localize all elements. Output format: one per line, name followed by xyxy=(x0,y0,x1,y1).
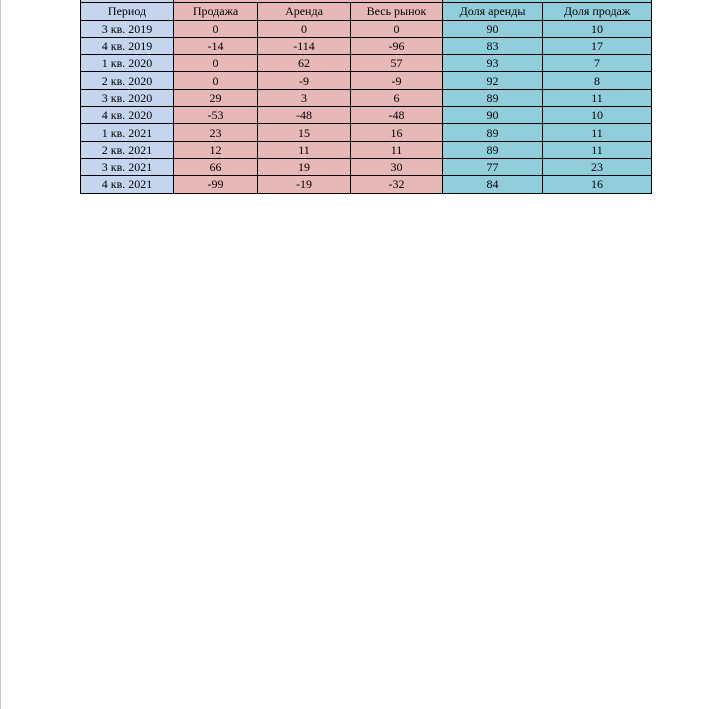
cell-sale-share: 11 xyxy=(543,141,652,158)
cell-market: 6 xyxy=(351,89,443,106)
cell-sale-share: 10 xyxy=(543,107,652,124)
cell-period: 1 кв. 2021 xyxy=(81,124,174,141)
cell-rent: -19 xyxy=(258,176,351,193)
cell-rent-share: 77 xyxy=(443,158,543,175)
cell-rent-share: 93 xyxy=(443,55,543,72)
cell-market: -9 xyxy=(351,72,443,89)
cell-rent: 19 xyxy=(258,158,351,175)
cell-sale: 0 xyxy=(174,20,258,37)
cell-sale-share: 10 xyxy=(543,20,652,37)
cell-period: 3 кв. 2020 xyxy=(81,89,174,106)
cell-rent: -9 xyxy=(258,72,351,89)
cell-market: 11 xyxy=(351,141,443,158)
table-row xyxy=(81,89,652,106)
cell-rent-share: 89 xyxy=(443,124,543,141)
column-header-sale: Продажа xyxy=(174,3,258,20)
table-row xyxy=(81,72,652,89)
cell-rent: 15 xyxy=(258,124,351,141)
column-header-market: Весь рынок xyxy=(351,3,443,20)
table-header-row xyxy=(81,3,652,20)
page-left-edge xyxy=(0,0,1,709)
column-header-sale-share: Доля продаж xyxy=(543,3,652,20)
cell-sale: 0 xyxy=(174,72,258,89)
cell-sale: 0 xyxy=(174,55,258,72)
cell-period: 4 кв. 2019 xyxy=(81,37,174,54)
table-row xyxy=(81,20,652,37)
cell-sale-share: 7 xyxy=(543,55,652,72)
table-body xyxy=(81,20,652,193)
table-row xyxy=(81,107,652,124)
cell-rent-share: 83 xyxy=(443,37,543,54)
cell-sale-share: 16 xyxy=(543,176,652,193)
table-row xyxy=(81,55,652,72)
cell-rent: 0 xyxy=(258,20,351,37)
table-row xyxy=(81,176,652,193)
cell-market: -32 xyxy=(351,176,443,193)
cell-period: 3 кв. 2019 xyxy=(81,20,174,37)
cell-market: 0 xyxy=(351,20,443,37)
cell-market: -48 xyxy=(351,107,443,124)
column-header-rent: Аренда xyxy=(258,3,351,20)
cell-rent-share: 89 xyxy=(443,89,543,106)
column-header-period: Период xyxy=(81,3,174,20)
cell-sale: 23 xyxy=(174,124,258,141)
cell-market: 16 xyxy=(351,124,443,141)
data-table xyxy=(80,0,652,194)
cell-period: 4 кв. 2021 xyxy=(81,176,174,193)
cell-sale: 29 xyxy=(174,89,258,106)
table-row xyxy=(81,158,652,175)
cell-rent-share: 90 xyxy=(443,20,543,37)
cell-sale: -53 xyxy=(174,107,258,124)
cell-sale-share: 23 xyxy=(543,158,652,175)
cell-rent: 3 xyxy=(258,89,351,106)
cell-period: 2 кв. 2021 xyxy=(81,141,174,158)
cell-sale-share: 17 xyxy=(543,37,652,54)
cell-rent: 11 xyxy=(258,141,351,158)
cell-rent-share: 90 xyxy=(443,107,543,124)
cell-rent-share: 84 xyxy=(443,176,543,193)
cell-sale: -99 xyxy=(174,176,258,193)
cell-rent: -48 xyxy=(258,107,351,124)
cell-sale: -14 xyxy=(174,37,258,54)
cell-sale-share: 11 xyxy=(543,124,652,141)
cell-sale: 12 xyxy=(174,141,258,158)
column-header-rent-share: Доля аренды xyxy=(443,3,543,20)
cell-period: 1 кв. 2020 xyxy=(81,55,174,72)
table-row xyxy=(81,141,652,158)
cell-sale: 66 xyxy=(174,158,258,175)
cell-rent: 62 xyxy=(258,55,351,72)
cell-sale-share: 8 xyxy=(543,72,652,89)
table-row xyxy=(81,124,652,141)
cell-period: 3 кв. 2021 xyxy=(81,158,174,175)
cell-market: 30 xyxy=(351,158,443,175)
cell-period: 4 кв. 2020 xyxy=(81,107,174,124)
cell-market: -96 xyxy=(351,37,443,54)
cell-period: 2 кв. 2020 xyxy=(81,72,174,89)
cell-sale-share: 11 xyxy=(543,89,652,106)
cell-market: 57 xyxy=(351,55,443,72)
table-row xyxy=(81,37,652,54)
cell-rent-share: 89 xyxy=(443,141,543,158)
cell-rent: -114 xyxy=(258,37,351,54)
cell-rent-share: 92 xyxy=(443,72,543,89)
